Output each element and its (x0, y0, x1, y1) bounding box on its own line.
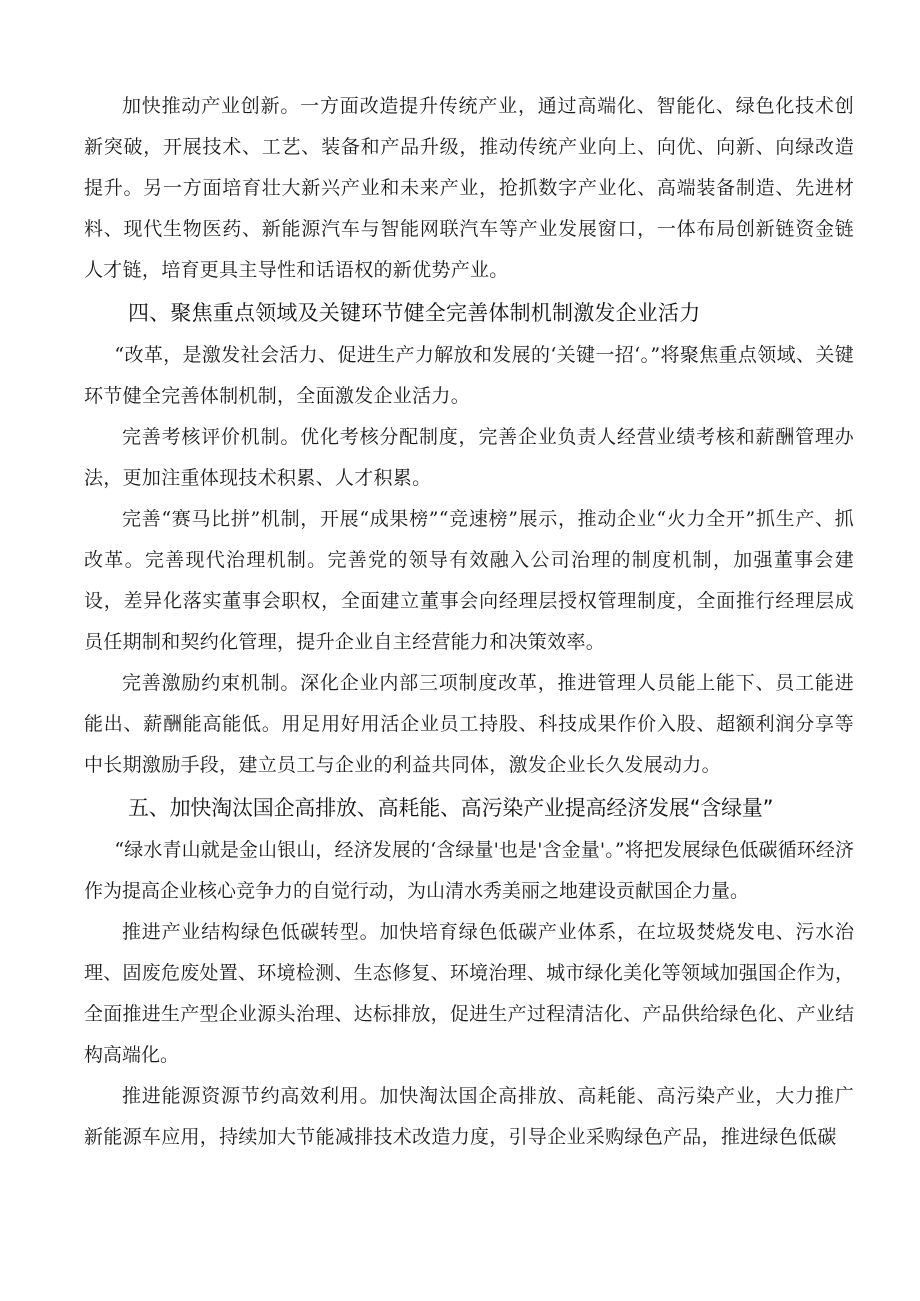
section-heading-4: 四、聚焦重点领域及关键环节健全完善体制机制激发企业活力 (128, 301, 701, 325)
paragraph-green-quote: “绿水青山就是金山银山，经济发展的‘含绿量'也是'含金量'。”将把发展绿色低碳循环经济作为提高企业核心竞争力的自觉行动，为山清水秀美丽之地建设贡献国企力量。 (84, 839, 854, 902)
paragraph-assessment-mechanism: 完善考核评价机制。优化考核分配制度，完善企业负责人经营业绩考核和薪酬管理办法，更加注重体现技术积累、人才积累。 (84, 426, 854, 489)
paragraph-green-transformation: 推进产业结构绿色低碳转型。加快培育绿色低碳产业体系，在垃圾焚烧发电、污水治理、固废危废处置、环境检测、生态修复、环境治理、城市绿化美化等领域加强国企作为，全面推进生产型企业源头治理、达标排放，促进生产过程清洁化、产品供给绿色化、产业结构高端化。 (84, 921, 854, 1066)
section-heading-5: 五、加快淘汰国企高排放、高耗能、高污染产业提高经济发展“含绿量” (128, 796, 774, 820)
paragraph-incentive-mechanism: 完善激励约束机制。深化企业内部三项制度改革，推进管理人员能上能下、员工能进能出、薪酬能高能低。用足用好用活企业员工持股、科技成果作价入股、超额利润分享等中长期激励手段，建立员工与企业的利益共同体，激发企业长久发展动力。 (84, 672, 854, 776)
paragraph-industry-innovation: 加快推动产业创新。一方面改造提升传统产业，通过高端化、智能化、绿色化技术创新突破，开展技术、工艺、装备和产品升级，推动传统产业向上、向优、向新、向绿改造提升。另一方面培育壮大新兴产业和未来产业，抢抓数字产业化、高端装备制造、先进材料、现代生物医药、新能源汽车与智能网联汽车等产业发展窗口，一体布局创新链资金链人才链，培育更具主导性和话语权的新优势产业。 (84, 95, 854, 281)
document-body (84, 86, 854, 1158)
paragraph-energy-saving: 推进能源资源节约高效利用。加快淘汰国企高排放、高耗能、高污染产业，大力推广新能源车应用，持续加大节能减排技术改造力度，引导企业采购绿色产品，推进绿色低碳 (84, 1085, 854, 1148)
paragraph-horse-race-mechanism: 完善“赛马比拼”机制，开展“成果榜”“竞速榜”展示，推动企业“火力全开”抓生产、抓改革。完善现代治理机制。完善党的领导有效融入公司治理的制度机制，加强董事会建设，差异化落实董事会职权，全面建立董事会向经理层授权管理制度，全面推行经理层成员任期制和契约化管理，提升企业自主经营能力和决策效率。 (84, 508, 854, 653)
paragraph-reform-quote: “改革，是激发社会活力、促进生产力解放和发展的‘关键一招‘。”将聚焦重点领域、关键环节健全完善体制机制，全面激发企业活力。 (84, 344, 854, 407)
